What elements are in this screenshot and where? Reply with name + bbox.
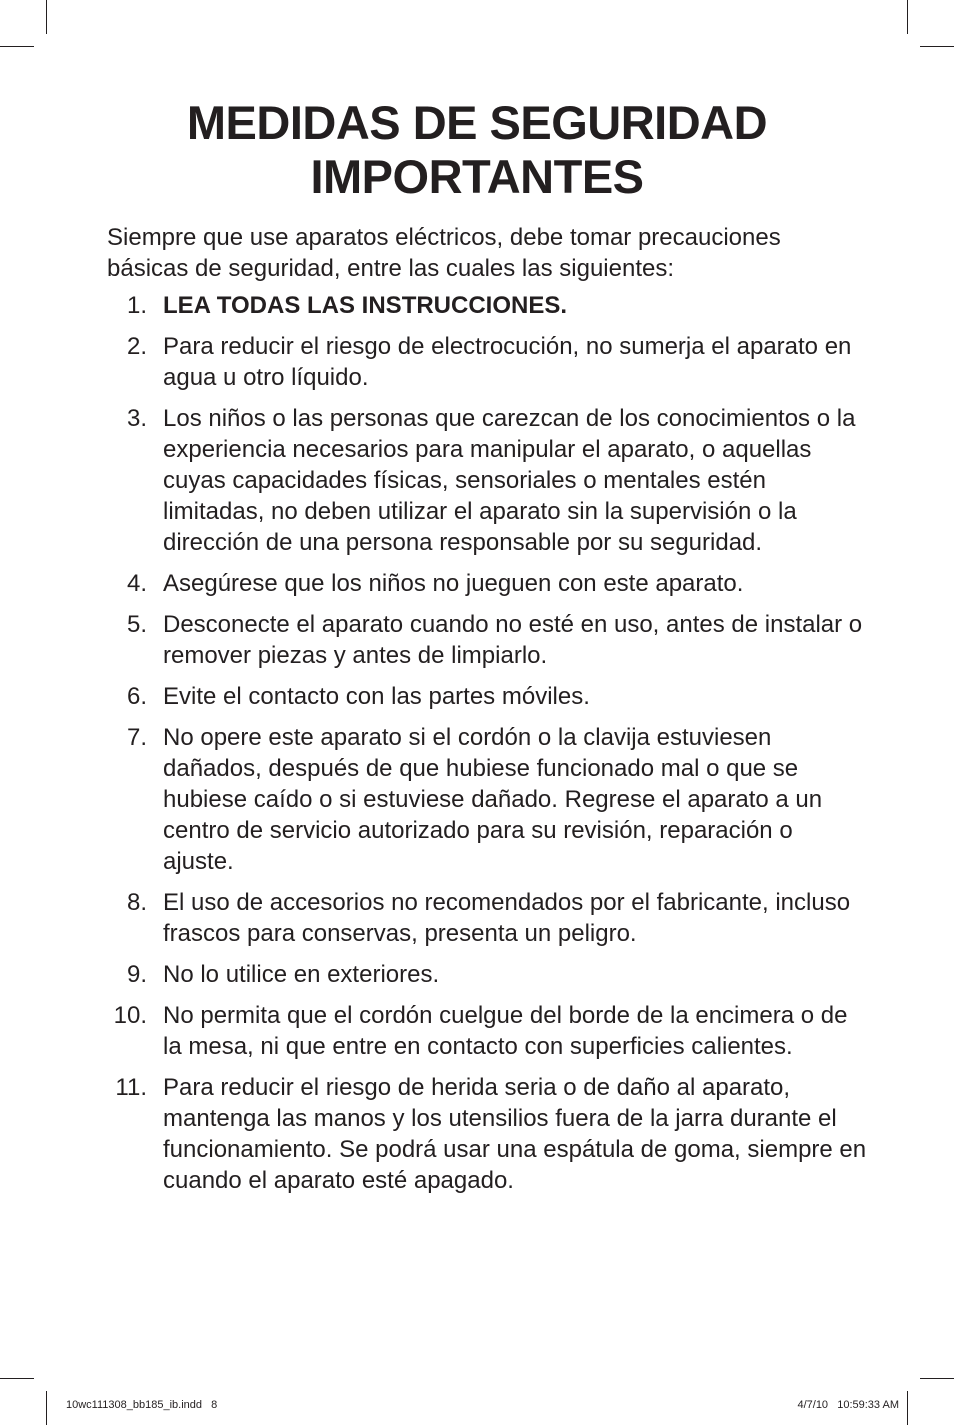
page-title-line-2: IMPORTANTES bbox=[310, 150, 644, 203]
list-item-text: No lo utilice en exteriores. bbox=[163, 961, 440, 988]
page-title bbox=[0, 96, 954, 204]
footer-filename: 10wc111308_bb185_ib.indd 8 bbox=[66, 1399, 218, 1411]
crop-mark-top-right-vertical bbox=[907, 0, 908, 34]
crop-mark-bottom-right-vertical bbox=[907, 1391, 908, 1425]
list-item-text: El uso de accesorios no recomendados por el fabricante, incluso frascos para conservas, presenta un peligro. bbox=[163, 889, 851, 947]
list-item-number: 11. bbox=[115, 1074, 147, 1101]
list-item bbox=[107, 290, 867, 321]
list-item-number: 7. bbox=[126, 724, 147, 751]
list-item-number: 2. bbox=[126, 333, 147, 360]
crop-mark-bottom-left-vertical bbox=[46, 1391, 47, 1425]
list-item-number: 3. bbox=[126, 405, 147, 432]
list-item bbox=[107, 609, 867, 671]
list-item bbox=[107, 722, 867, 877]
list-item bbox=[107, 681, 867, 712]
page-title-line-1: MEDIDAS DE SEGURIDAD bbox=[186, 96, 768, 149]
list-item-number: 1. bbox=[126, 292, 147, 319]
crop-mark-top-right-horizontal bbox=[920, 46, 954, 47]
list-item bbox=[107, 568, 867, 599]
list-item-number: 9. bbox=[126, 961, 147, 988]
intro-paragraph: Siempre que use aparatos eléctricos, debe tomar precauciones básicas de seguridad, entre las cuales las siguientes: bbox=[107, 224, 781, 282]
safety-list bbox=[107, 290, 867, 1206]
list-item-text: Evite el contacto con las partes móviles. bbox=[163, 683, 590, 710]
list-item-number: 5. bbox=[126, 611, 147, 638]
crop-mark-bottom-right-horizontal bbox=[920, 1378, 954, 1379]
list-item bbox=[107, 959, 867, 990]
crop-mark-top-left-vertical bbox=[46, 0, 47, 34]
crop-mark-top-left-horizontal bbox=[0, 46, 34, 47]
list-item-text: Para reducir el riesgo de herida seria o de daño al aparato, mantenga las manos y los utensilios fuera de la jarra durante el funcionamiento. Se podrá usar una espátula de goma, siempre en cuando el aparato esté apagado. bbox=[163, 1074, 867, 1194]
list-item-text: No permita que el cordón cuelgue del borde de la encimera o de la mesa, ni que entre en contacto con superficies calientes. bbox=[163, 1002, 848, 1060]
list-item bbox=[107, 331, 867, 393]
list-item-text: Los niños o las personas que carezcan de los conocimientos o la experiencia necesarios para manipular el aparato, o aquellas cuyas capacidades físicas, sensoriales o mentales estén limitadas, no deben utilizar el aparato sin la supervisión o la dirección de una persona responsable por su seguridad. bbox=[163, 405, 856, 556]
list-item bbox=[107, 403, 867, 558]
list-item-number: 6. bbox=[126, 683, 147, 710]
list-item-text: LEA TODAS LAS INSTRUCCIONES. bbox=[163, 292, 568, 319]
list-item-text: No opere este aparato si el cordón o la clavija estuviesen dañados, después de que hubiese funcionado mal o que se hubiese caído o si estuviese dañado. Regrese el aparato a un centro de servicio autorizado para su revisión, reparación o ajuste. bbox=[163, 724, 823, 875]
list-item-number: 4. bbox=[126, 570, 147, 597]
crop-mark-bottom-left-horizontal bbox=[0, 1378, 34, 1379]
list-item-number: 10. bbox=[113, 1002, 147, 1029]
list-item-number: 8. bbox=[126, 889, 147, 916]
list-item-text: Desconecte el aparato cuando no esté en uso, antes de instalar o remover piezas y antes de limpiarlo. bbox=[163, 611, 863, 669]
list-item bbox=[107, 1000, 867, 1062]
list-item-text: Para reducir el riesgo de electrocución, no sumerja el aparato en agua u otro líquido. bbox=[163, 333, 852, 391]
footer-timestamp: 4/7/10 10:59:33 AM bbox=[797, 1399, 899, 1411]
list-item bbox=[107, 1072, 867, 1196]
list-item-text: Asegúrese que los niños no jueguen con este aparato. bbox=[163, 570, 744, 597]
list-item bbox=[107, 887, 867, 949]
